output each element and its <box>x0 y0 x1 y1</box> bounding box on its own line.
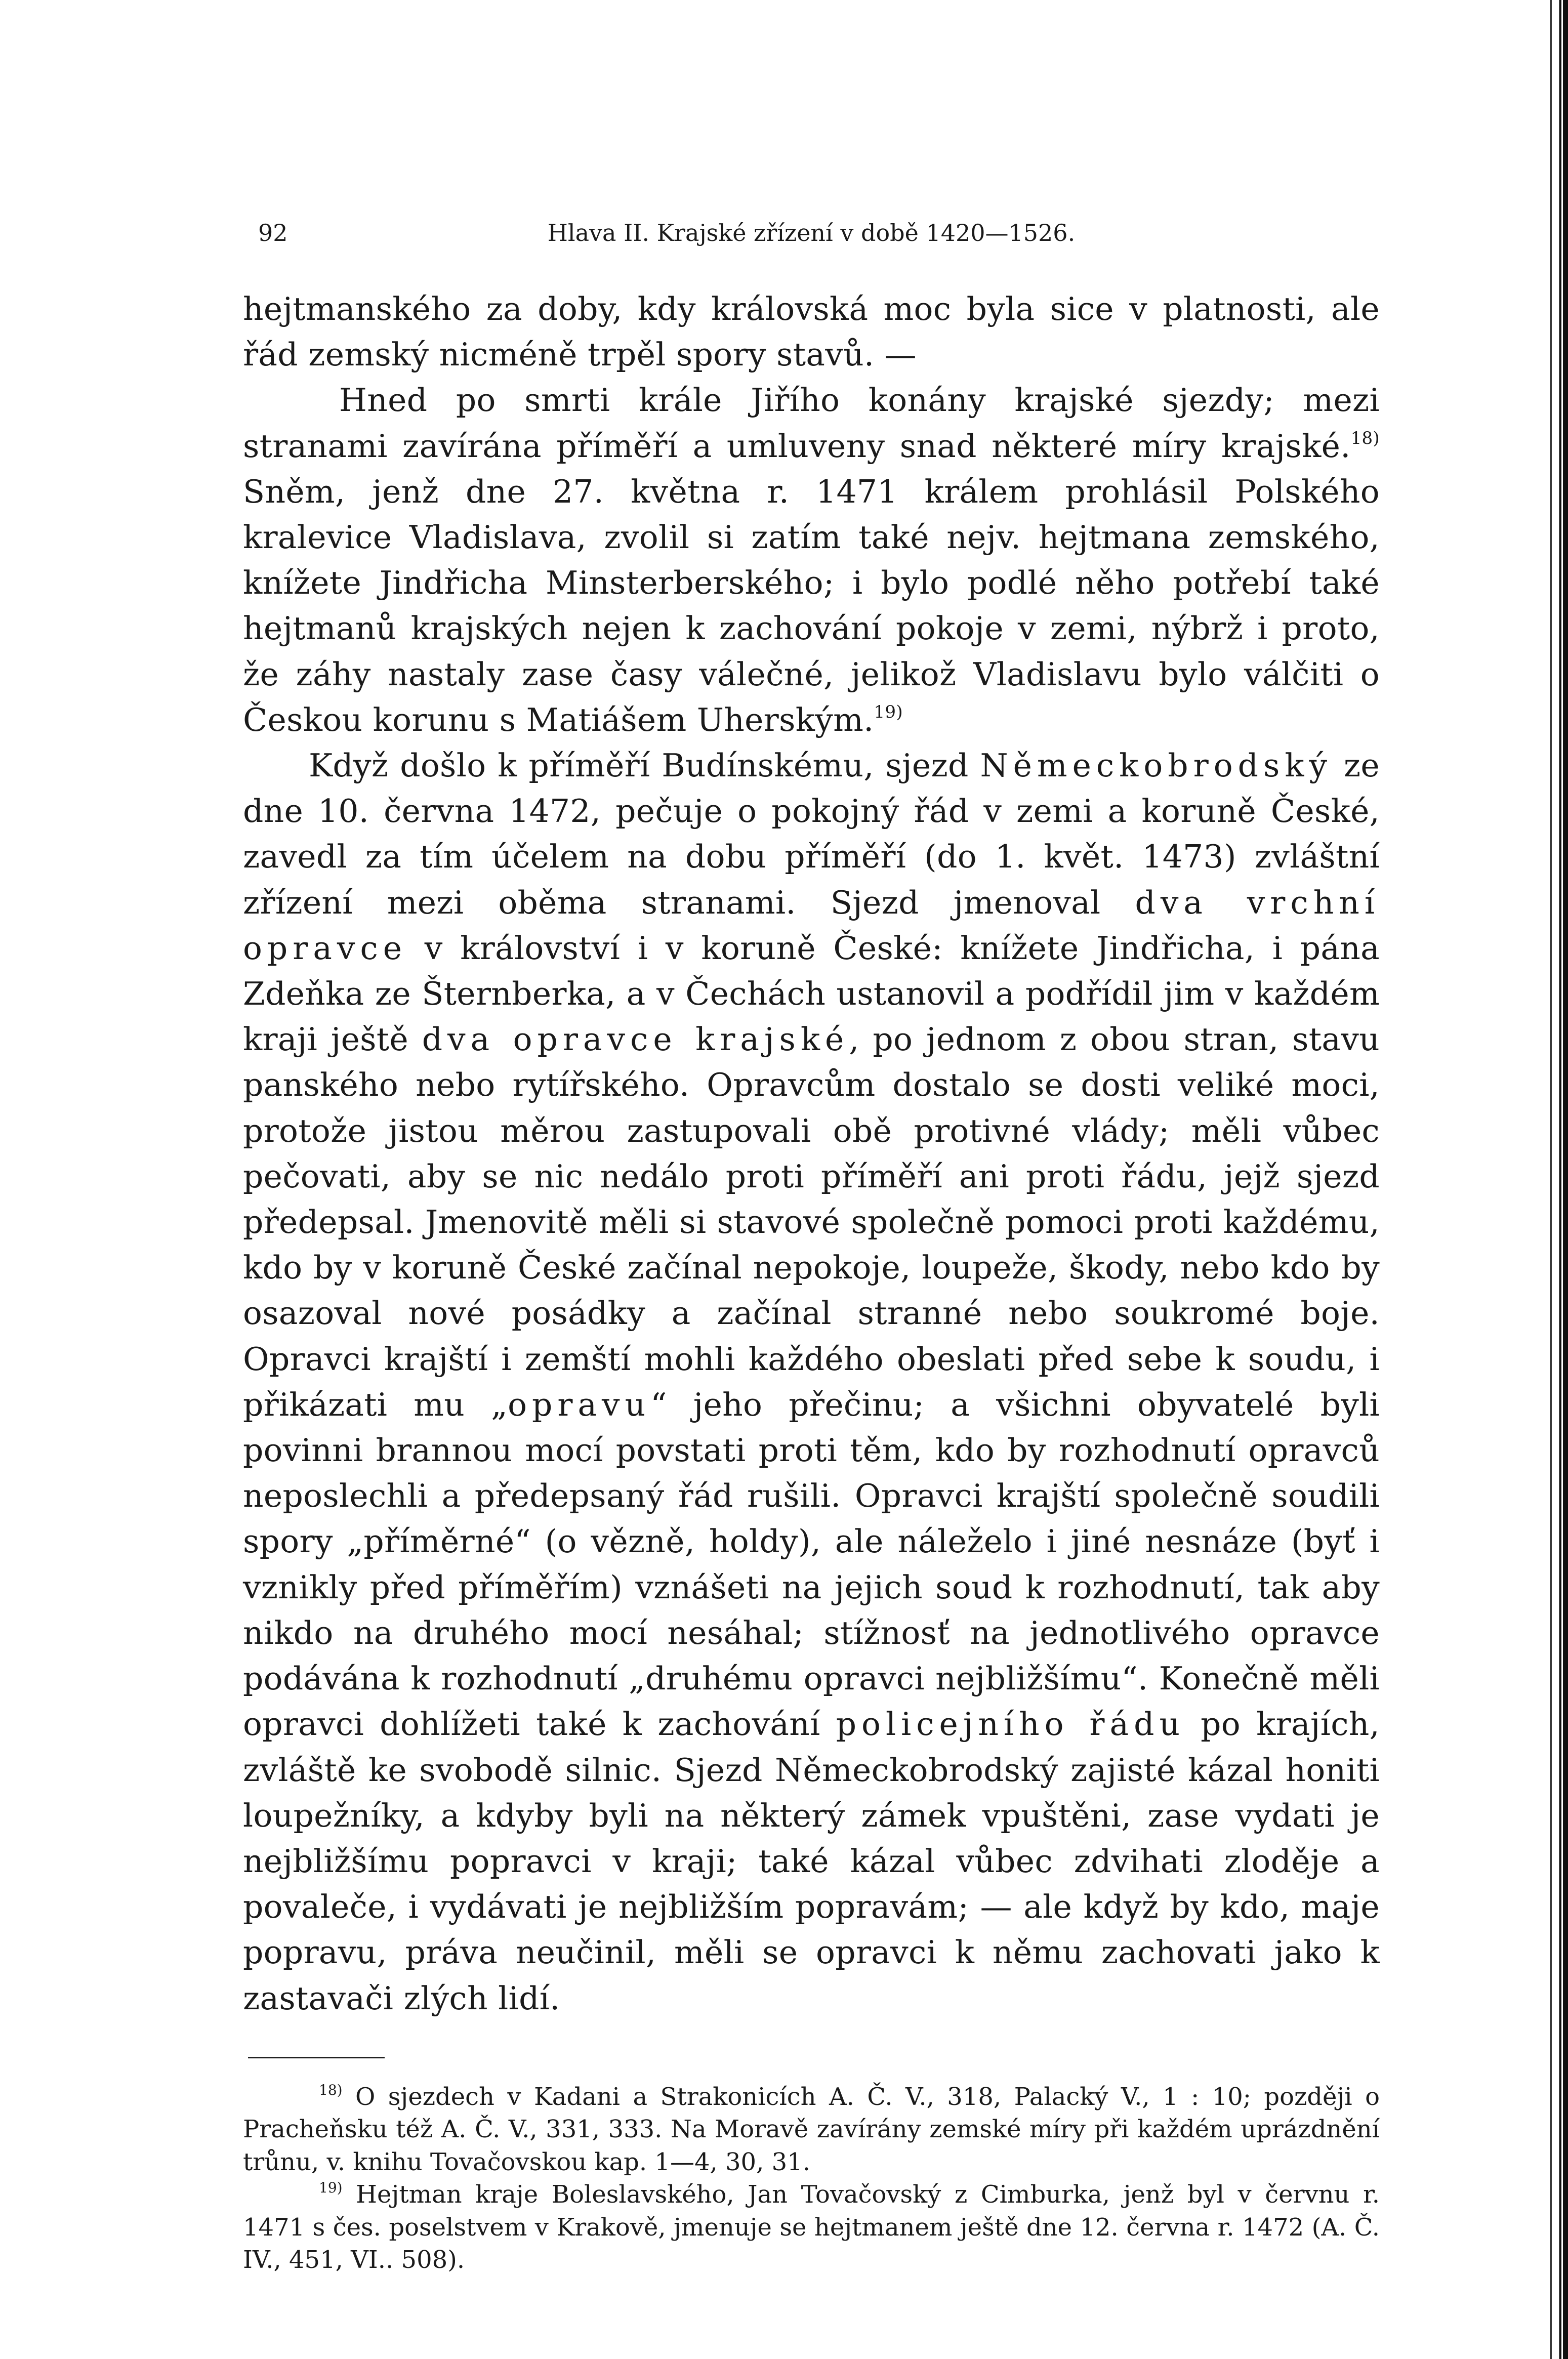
paragraph-3-text-a: Když došlo k příměří Budínskému, sjezd <box>309 747 980 784</box>
chapter-title: Hlava II. Krajské zřízení v době 1420—1526. <box>547 219 1076 246</box>
footnote-divider <box>248 2057 385 2058</box>
paragraph-2 <box>243 378 1380 743</box>
footnote-19-mark: 19) <box>319 2179 343 2197</box>
footnote-19-text: Hejtman kraje Boleslavského, Jan Tovačovský z Cimburka, jenž byl v červnu r. 1471 s čes. poselstvem v Krakově, jmenuje se hejtmanem ještě dne 12. června r. 1472 (A. Č. IV., 451, VI.. 508). <box>243 2180 1380 2274</box>
paragraph-1 <box>243 286 1380 378</box>
paragraph-1-text: hejtmanského za doby, kdy královská moc byla sice v platnosti, ale řád zemský nicméně trpěl spory stavů. — <box>243 291 1380 374</box>
spaced-nemeckobrodsky: Německobrodský <box>980 747 1333 784</box>
footnote-18-text: O sjezdech v Kadani a Strakonicích A. Č. V., 318, Palacký V., 1 : 10; později o Pracheňsku též A. Č. V., 331, 333. Na Moravě zavírány zemské míry při každém uprázdnění trůnu, v. knihu Tovačovskou kap. 1—4, 30, 31. <box>243 2082 1380 2176</box>
paragraph-2-text-b: Sněm, jenž dne 27. května r. 1471 králem prohlásil Polského kralevice Vladislava, zvolil si zatím také nejv. hejtmana zemského, knížete Jindřicha Minsterberského; i bylo podlé něho potřebí také hejtmanů krajských nejen k zachování pokoje v zemi, nýbrž i proto, že záhy nastaly zase časy válečné, jelikož Vladislavu bylo válčiti o Českou korunu s Matiášem Uherským. <box>243 473 1380 738</box>
running-head <box>243 213 1380 253</box>
footnote-ref-18: 18) <box>1350 428 1380 448</box>
footnote-18-mark: 18) <box>319 2081 343 2098</box>
paragraph-3-text-f: po krajích, zvláště ke svobodě silnic. Sjezd Německobrodský zajisté kázal honiti loupežníky, a kdyby byli na některý zámek vpuštěni, zase vydati je nejbližšímu popravci v kraji; také kázal vůbec zdvihati zloděje a povaleče, i vydávati je nejbližším popravám; — ale když by kdo, maje popravu, práva neučinil, měli se opravci k němu zachovati jako k zastavači zlých lidí. <box>243 1706 1380 2017</box>
paragraph-3-text-c: v království i v koruně České: knížete Jindřicha, i pána Zdeňka ze Šternberka, a v Čechách ustanovil a podřídil jim v každém kraji ještě <box>243 929 1380 1058</box>
footnote-ref-19: 19) <box>874 701 903 722</box>
spaced-dva-vrchni-opravce: dva vrchní opravce <box>243 884 1380 967</box>
paragraph-3-text-d: , po jednom z obou stran, stavu panského nebo rytířského. Opravcům dostalo se dosti veliké moci, protože jistou měrou zastupovali obě protivné vlády; měli vůbec pečovati, aby se nic nedálo proti příměří ani proti řádu, jejž sjezd předepsal. Jmenovitě měli si stavové společně pomoci proti každému, kdo by v koruně České začínal nepokoje, loupeže, škody, nebo kdo by osazoval nové posádky a začínal stranné nebo soukromé boje. Opravci krajští i zemští mohli každého obeslati před sebe k soudu, i přikázati mu „ <box>243 1021 1380 1423</box>
paragraph-3-text-b: ze dne 10. června 1472, pečuje o pokojný řád v zemi a koruně České, zavedl za tím účelem na dobu příměří (do 1. květ. 1473) zvláštní zřízení mezi oběma stranami. Sjezd jmenoval <box>243 747 1380 921</box>
page-number: 92 <box>258 219 288 246</box>
spaced-opravu: opravu <box>508 1386 651 1423</box>
book-page <box>243 213 1380 2277</box>
spaced-policejniho-radu: policejního řádu <box>836 1706 1185 1743</box>
scan-edge-border <box>1557 0 1568 2359</box>
paragraph-2-text-a: Hned po smrti krále Jiřího konány krajské sjezdy; mezi stranami zavírána příměří a umluveny snad některé míry krajské. <box>243 382 1380 465</box>
paragraph-3 <box>243 743 1380 2021</box>
spaced-dva-opravce-krajske: dva opravce krajské <box>422 1021 849 1058</box>
body-text <box>243 286 1380 2021</box>
paragraph-3-text-e: “ jeho přečinu; a všichni obyvatelé byli povinni brannou mocí povstati proti těm, kdo by rozhodnutí opravců neposlechli a předepsaný řád rušili. Opravci krajští společně soudili spory „příměrné“ (o vězně, holdy), ale náleželo i jiné nesnáze (byť i vznikly před příměřím) vznášeti na jejich soud k rozhodnutí, tak aby nikdo na druhého mocí nesáhal; stížnosť na jednotlivého opravce podávána k rozhodnutí „druhému opravci nejbližšímu“. Konečně měli opravci dohlížeti také k zachování <box>243 1386 1380 1743</box>
scan-edge-line <box>1550 0 1552 2359</box>
footnotes <box>243 2081 1380 2277</box>
footnote-19 <box>243 2178 1380 2277</box>
footnote-18 <box>243 2081 1380 2179</box>
